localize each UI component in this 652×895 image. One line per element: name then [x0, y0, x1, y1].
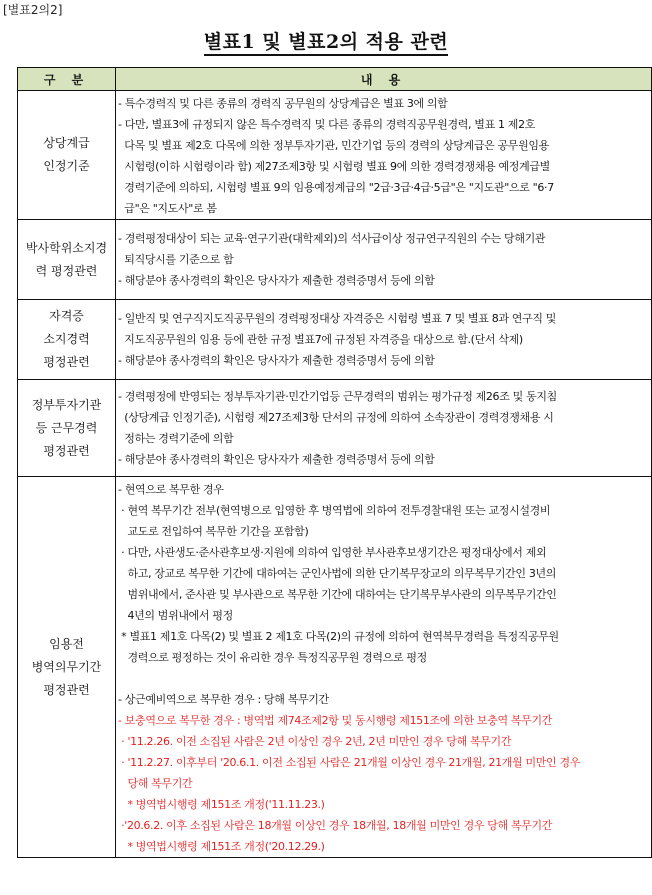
regulation-table	[17, 67, 652, 858]
content-line: * 병역법시행령 제151조 개정('20.12.29.)	[118, 840, 325, 853]
row-content	[116, 220, 652, 300]
category-line: 상당계급	[43, 136, 90, 150]
content-line: 당해 복무기간	[118, 777, 193, 790]
row-category	[18, 380, 116, 477]
content-line: 경력기준에 의하되, 시험령 별표 9의 임용예정계급의 "2급·3급·4급·5급"은 "지도관"으로 "6·7	[118, 181, 554, 194]
content-line: - 일반직 및 연구직지도직공무원의 경력평정대상 자격증은 시험령 별표 7 및 별표 8과 연구직 및	[118, 312, 557, 325]
content-line: - 상근예비역으로 복무한 경우 : 당해 복무기간	[118, 693, 329, 706]
header-category: 구 분	[18, 68, 116, 91]
title-text: 별표1 및 별표2의 적용 관련	[204, 31, 448, 56]
content-line: 범위내에서, 준사관 및 부사관으로 복무한 기간에 대하여는 단기복무부사관의 의무복무기간인	[118, 588, 557, 601]
table-row	[18, 220, 652, 300]
table-row	[18, 91, 652, 220]
content-line: (상당계급 인정기준), 시험령 제27조제3항 단서의 규정에 의하여 소속장관이 경력경쟁채용 시	[118, 411, 554, 424]
content-line: - 해당분야 종사경력의 확인은 당사자가 제출한 경력증명서 등에 의함	[118, 453, 435, 466]
category-line: 정부투자기관	[31, 397, 102, 412]
content-line: 다목 및 별표 제2호 다목에 의한 정부투자기관, 민간기업 등의 경력의 상당계급은 공무원임용	[118, 139, 549, 152]
header-content: 내 용	[116, 68, 652, 91]
row-category	[18, 477, 116, 858]
content-line: · 다만, 사관생도·준사관후보생·지원에 의하여 입영한 부사관후보생기간은 평정대상에서 제외	[118, 546, 547, 559]
content-line: - 경력평정에 반영되는 정부투자기관·민간기업등 근무경력의 범위는 평가규정 제26조 및 동지침	[118, 390, 557, 403]
content-line: · 현역 복무기간 전부(현역병으로 입영한 후 병역법에 의하여 전투경찰대원 또는 교정시설경비	[118, 504, 551, 517]
table-header-row	[18, 68, 652, 91]
category-line: 임용전	[49, 636, 84, 651]
category-line: 인정기준	[43, 159, 90, 173]
appendix-tag: [별표2의2]	[3, 3, 63, 17]
category-line: 평정관련	[43, 443, 90, 458]
content-line: - 다만, 별표3에 규정되지 않은 특수경력직 및 다른 종류의 경력직공무원경력, 별표 1 제2호	[118, 118, 535, 131]
table-row	[18, 380, 652, 477]
category-line: 평정관련	[43, 355, 90, 369]
row-category	[18, 300, 116, 380]
document-title	[0, 27, 652, 54]
category-line: 박사학위소지경	[25, 240, 108, 255]
table-row	[18, 477, 652, 858]
content-line: 교도로 전입하여 복무한 기간을 포함함)	[118, 525, 309, 538]
row-category	[18, 220, 116, 300]
content-line: - 경력평정대상이 되는 교육·연구기관(대학제외)의 석사급이상 정규연구직원의 수는 당해기관	[118, 232, 546, 245]
content-line: - 특수경력직 및 다른 종류의 경력직 공무원의 상당계급은 별표 3에 의함	[118, 97, 448, 110]
content-line: 4년의 범위내에서 평정	[118, 609, 233, 622]
content-line: 퇴직당시를 기준으로 함	[118, 253, 234, 266]
category-line: 소지경력	[43, 332, 90, 346]
content-line	[118, 668, 647, 689]
row-category	[18, 91, 116, 220]
content-line: * 병역법시행령 제151조 개정('11.11.23.)	[118, 798, 325, 811]
content-line: · '11.2.27. 이후부터 '20.6.1. 이전 소집된 사람은 21개월 이상인 경우 21개월, 21개월 미만인 경우	[118, 756, 581, 769]
content-line: 경력으로 평정하는 것이 유리한 경우 특정직공무원 경력으로 평정	[118, 651, 427, 664]
content-line: 지도직공무원의 임용 등에 관한 규정 별표7에 규정된 자격증을 대상으로 함.(단서 삭제)	[118, 333, 523, 346]
content-line: - 보충역으로 복무한 경우 : 병역법 제74조제2항 및 동시행령 제151조에 의한 보충역 복무기간	[118, 714, 553, 727]
row-content	[116, 380, 652, 477]
content-line: - 해당분야 종사경력의 확인은 당사자가 제출한 경력증명서 등에 의함	[118, 354, 435, 367]
category-line: 병역의무기간	[31, 659, 102, 674]
content-line: * 별표1 제1호 다목(2) 및 별표 2 제1호 다목(2)의 규정에 의하여 현역복무경력을 특정직공무원	[118, 630, 559, 643]
category-line: 력 평정관련	[35, 263, 98, 278]
row-content	[116, 477, 652, 858]
content-line: 급"은 "지도사"로 봄	[118, 202, 217, 215]
content-line: 하고, 장교로 복무한 기간에 대하여는 군인사법에 의한 단기복무장교의 의무복무기간인 3년의	[118, 567, 557, 580]
content-line: 시험령(이하 시험령이라 함) 제27조제3항 및 시험령 별표 9에 의한 경력경쟁채용 예정계급별	[118, 160, 550, 173]
content-line: - 해당분야 종사경력의 확인은 당사자가 제출한 경력증명서 등에 의함	[118, 274, 435, 287]
category-line: 등 근무경력	[35, 420, 98, 435]
category-line: 평정관련	[43, 682, 90, 697]
content-line: · '11.2.26. 이전 소집된 사람은 2년 이상인 경우 2년, 2년 미만인 경우 당해 복무기간	[118, 735, 512, 748]
content-line: - 현역으로 복무한 경우	[118, 483, 224, 496]
table-row	[18, 300, 652, 380]
category-line: 자격증	[49, 309, 84, 323]
row-content	[116, 300, 652, 380]
row-content	[116, 91, 652, 220]
content-line: 정하는 경력기준에 의함	[118, 432, 234, 445]
content-line: ·'20.6.2. 이후 소집된 사람은 18개월 이상인 경우 18개월, 18개월 미만인 경우 당해 복무기간	[118, 819, 553, 832]
